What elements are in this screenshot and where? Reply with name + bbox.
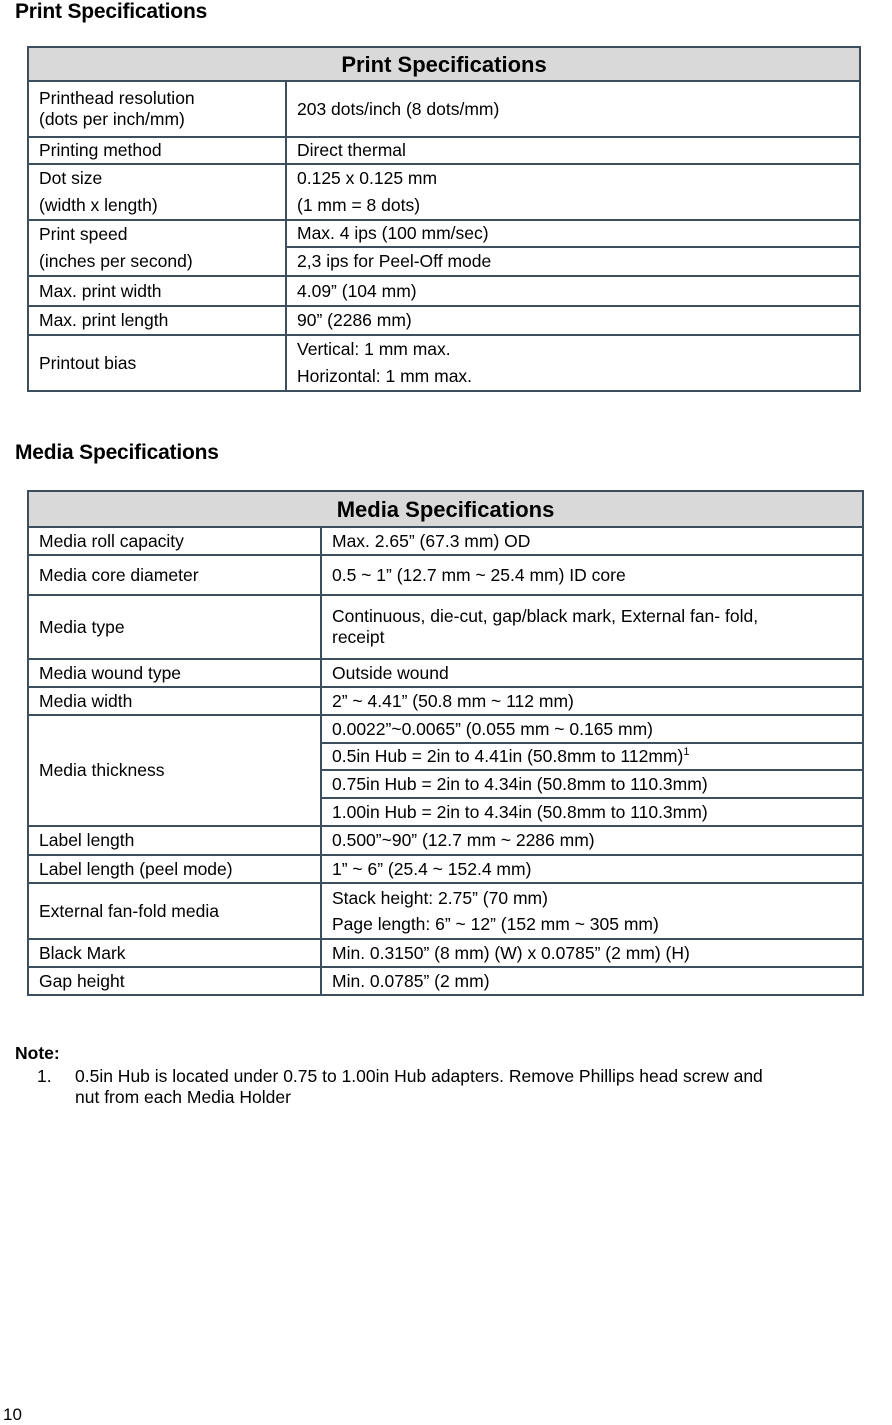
table-row — [28, 659, 863, 687]
row-value: Min. 0.0785” (2 mm) — [321, 967, 863, 995]
row-label: Label length (peel mode) — [28, 855, 321, 883]
table-row — [28, 883, 863, 939]
row-label: Media width — [28, 687, 321, 715]
row-value: 1.00in Hub = 2in to 4.34in (50.8mm to 110.3mm) — [321, 798, 863, 826]
row-value: Continuous, die-cut, gap/black mark, External fan- fold, receipt — [321, 595, 863, 659]
table-row — [28, 826, 863, 855]
row-value: Vertical: 1 mm max. Horizontal: 1 mm max. — [286, 335, 860, 391]
note-number: 1. — [37, 1066, 52, 1086]
table-row — [28, 855, 863, 883]
row-value: 0.125 x 0.125 mm (1 mm = 8 dots) — [286, 164, 860, 220]
row-value: Max. 4 ips (100 mm/sec) — [286, 220, 860, 247]
row-value: 0.5 ~ 1” (12.7 mm ~ 25.4 mm) ID core — [321, 555, 863, 595]
row-value: 0.500”~90” (12.7 mm ~ 2286 mm) — [321, 826, 863, 855]
row-label: Label length — [28, 826, 321, 855]
table-row — [28, 164, 860, 220]
row-value: 4.09” (104 mm) — [286, 276, 860, 306]
page-number: 10 — [3, 1405, 22, 1424]
row-value: 0.75in Hub = 2in to 4.34in (50.8mm to 110.3mm) — [321, 770, 863, 798]
print-specifications-heading: Print Specifications — [15, 0, 208, 23]
table-row — [28, 595, 863, 659]
row-value: 2,3 ips for Peel-Off mode — [286, 247, 860, 276]
table-row — [28, 715, 863, 743]
row-label: Printing method — [28, 137, 286, 164]
row-label: Media roll capacity — [28, 527, 321, 555]
table-row — [28, 137, 860, 164]
table-row — [28, 967, 863, 995]
media-specifications-heading: Media Specifications — [15, 441, 219, 464]
row-value: Direct thermal — [286, 137, 860, 164]
row-label: Media wound type — [28, 659, 321, 687]
table-row — [28, 335, 860, 391]
note-list — [37, 1066, 887, 1108]
table-row — [28, 81, 860, 137]
row-label: Media type — [28, 595, 321, 659]
table-row — [28, 220, 860, 247]
table-row — [28, 687, 863, 715]
row-label: Printhead resolution (dots per inch/mm) — [28, 81, 286, 137]
row-value: 1” ~ 6” (25.4 ~ 152.4 mm) — [321, 855, 863, 883]
row-value: Min. 0.3150” (8 mm) (W) x 0.0785” (2 mm) (H) — [321, 939, 863, 967]
note-label: Note: — [15, 1043, 60, 1063]
row-label: Dot size (width x length) — [28, 164, 286, 220]
row-label: Max. print length — [28, 306, 286, 335]
row-label: Media thickness — [28, 715, 321, 826]
table-row — [28, 527, 863, 555]
table-header: Media Specifications — [28, 491, 863, 527]
row-label: Printout bias — [28, 335, 286, 391]
row-label: Media core diameter — [28, 555, 321, 595]
footnote-marker: 1 — [683, 746, 690, 759]
row-value: 2” ~ 4.41” (50.8 mm ~ 112 mm) — [321, 687, 863, 715]
table-header: Print Specifications — [28, 47, 860, 81]
table-row — [28, 555, 863, 595]
table-row — [28, 306, 860, 335]
row-value: 203 dots/inch (8 dots/mm) — [286, 81, 860, 137]
media-specifications-table — [27, 490, 864, 996]
table-row — [28, 276, 860, 306]
row-value: 0.5in Hub = 2in to 4.41in (50.8mm to 112mm)$^1$ — [321, 743, 863, 770]
row-label: External fan-fold media — [28, 883, 321, 939]
row-label: Black Mark — [28, 939, 321, 967]
row-value: Outside wound — [321, 659, 863, 687]
row-value: Max. 2.65” (67.3 mm) OD — [321, 527, 863, 555]
row-label: Max. print width — [28, 276, 286, 306]
row-value: 0.0022”~0.0065” (0.055 mm ~ 0.165 mm) — [321, 715, 863, 743]
table-row — [28, 939, 863, 967]
note-text: 0.5in Hub is located under 0.75 to 1.00in Hub adapters. Remove Phillips head screw and nut from each Media Holder — [75, 1066, 763, 1107]
print-specifications-table — [27, 46, 861, 392]
row-value: 90” (2286 mm) — [286, 306, 860, 335]
list-item — [37, 1066, 887, 1108]
row-value: Stack height: 2.75” (70 mm) Page length: 6” ~ 12” (152 mm ~ 305 mm) — [321, 883, 863, 939]
row-label: Print speed (inches per second) — [28, 220, 286, 276]
row-label: Gap height — [28, 967, 321, 995]
